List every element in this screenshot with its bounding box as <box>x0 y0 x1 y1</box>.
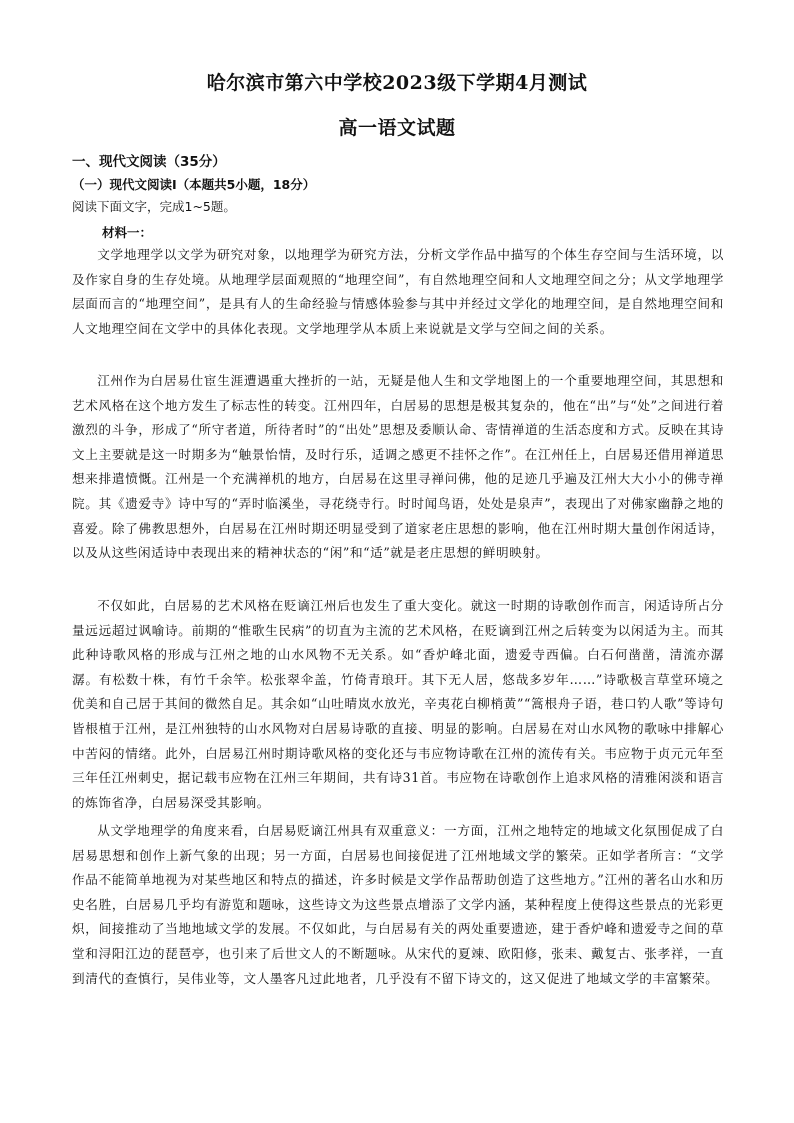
passage-paragraph-1 <box>72 243 724 341</box>
passage-paragraph-2 <box>72 369 724 566</box>
subsection-heading: （一）现代文阅读Ⅰ（本题共5小题，18分） <box>72 177 316 192</box>
reading-instruction: 阅读下面文字，完成1~5题。 <box>72 199 236 214</box>
passage-paragraph-3 <box>72 594 724 815</box>
exam-subtitle: 高一语文试题 <box>338 117 456 139</box>
passage-paragraph-4 <box>72 819 724 991</box>
paragraph-text: 从文学地理学的角度来看，白居易贬谪江州具有双重意义：一方面，江州之地特定的地域文化氛围促成了白居易思想和创作上新气象的出现；另一方面，白居易也间接促进了江州地域文学的繁荣。正如学者所言：“文学作品不能简单地视为对某些地区和特点的描述，许多时候是文学作品帮助创造了这些地方。”江州的著名山水和历史名胜，白居易几乎均有游览和题咏，这些诗文为这些景点增添了文学内涵，某种程度上使得这些景点的光彩更炽，间接推动了当地地域文学的发展。不仅如此，与白居易有关的两处重要遗迹，建于香炉峰和遗爱寺之间的草堂和浔阳江边的琵琶亭，也引来了后世文人的不断题咏。从宋代的夏竦、欧阳修，张耒、戴复古、张孝祥，一直到清代的查慎行，吴伟业等，文人墨客凡过此地者，几乎没有不留下诗文的，这又促进了地域文学的丰富繁荣。 <box>72 823 724 986</box>
exam-title: 哈尔滨市第六中学校2023级下学期4月测试 <box>206 72 588 94</box>
paragraph-text: 江州作为白居易仕宦生涯遭遇重大挫折的一站，无疑是他人生和文学地图上的一个重要地理空间，其思想和艺术风格在这个地方发生了标志性的转变。江州四年，白居易的思想是极其复杂的，他在“出”与“处”之间进行着激烈的斗争，形成了“所守者道，所待者时”的“出处”思想及委顺认命、寄情禅道的生活态度和方式。反映在其诗文上主要就是这一时期多为“触景怡情，及时行乐，适调之感更不挂怀之作”。在江州任上，白居易还借用禅道思想来排遣愤慨。江州是一个充满禅机的地方，白居易在这里寻禅问佛，他的足迹几乎遍及江州大大小小的佛寺禅院。其《遗爱寺》诗中写的“弄时临溪坐，寻花绕寺行。时时闻鸟语，处处是泉声”，表现出了对佛家幽静之地的喜爱。除了佛教思想外，白居易在江州时期还明显受到了道家老庄思想的影响，他在江州时期大量创作闲适诗，以及从这些闲适诗中表现出来的精神状态的“闲”和“适”就是老庄思想的鲜明映射。 <box>72 373 724 561</box>
material-label: 材料一： <box>102 225 153 240</box>
paragraph-text: 文学地理学以文学为研究对象，以地理学为研究方法，分析文学作品中描写的个体生存空间与生活环境，以及作家自身的生存处境。从地理学层面观照的“地理空间”，有自然地理空间和人文地理空间之分；从文学地理学层面而言的“地理空间”，是具有人的生命经验与情感体验参与其中并经过文学化的地理空间，是自然地理空间和人文地理空间在文学中的具体化表现。文学地理学从本质上来说就是文学与空间之间的关系。 <box>72 247 724 336</box>
section-heading: 一、现代文阅读（35分） <box>72 154 226 170</box>
paragraph-text: 不仅如此，白居易的艺术风格在贬谪江州后也发生了重大变化。就这一时期的诗歌创作而言，闲适诗所占分量远远超过讽喻诗。前期的“惟歌生民病”的切直为主流的艺术风格，在贬谪到江州之后转变为以闲适为主。而其此种诗歌风格的形成与江州之地的山水风物不无关系。如“香炉峰北面，遗爱寺西偏。白石何凿凿，清流亦潺潺。有松数十株，有竹千余竿。松张翠伞盖，竹倚青琅玕。其下无人居，悠哉多岁年……”诗歌极言草堂环境之优美和自己居于其间的微然自足。其余如“山吐晴岚水放光，辛夷花白柳梢黄”“篙根舟子语，巷口钓人歌”等诗句皆根植于江州，是江州独特的山水风物对白居易诗歌的直接、明显的影响。白居易在对山水风物的歌咏中排解心中苦闷的情绪。此外，白居易江州时期诗歌风格的变化还与韦应物诗歌在江州的流传有关。韦应物于贞元元年至三年任江州刺史，据记载韦应物在江州三年期间，共有诗31首。韦应物在诗歌创作上追求风格的清雅闲淡和语言的炼饰省净，白居易深受其影响。 <box>72 598 724 810</box>
